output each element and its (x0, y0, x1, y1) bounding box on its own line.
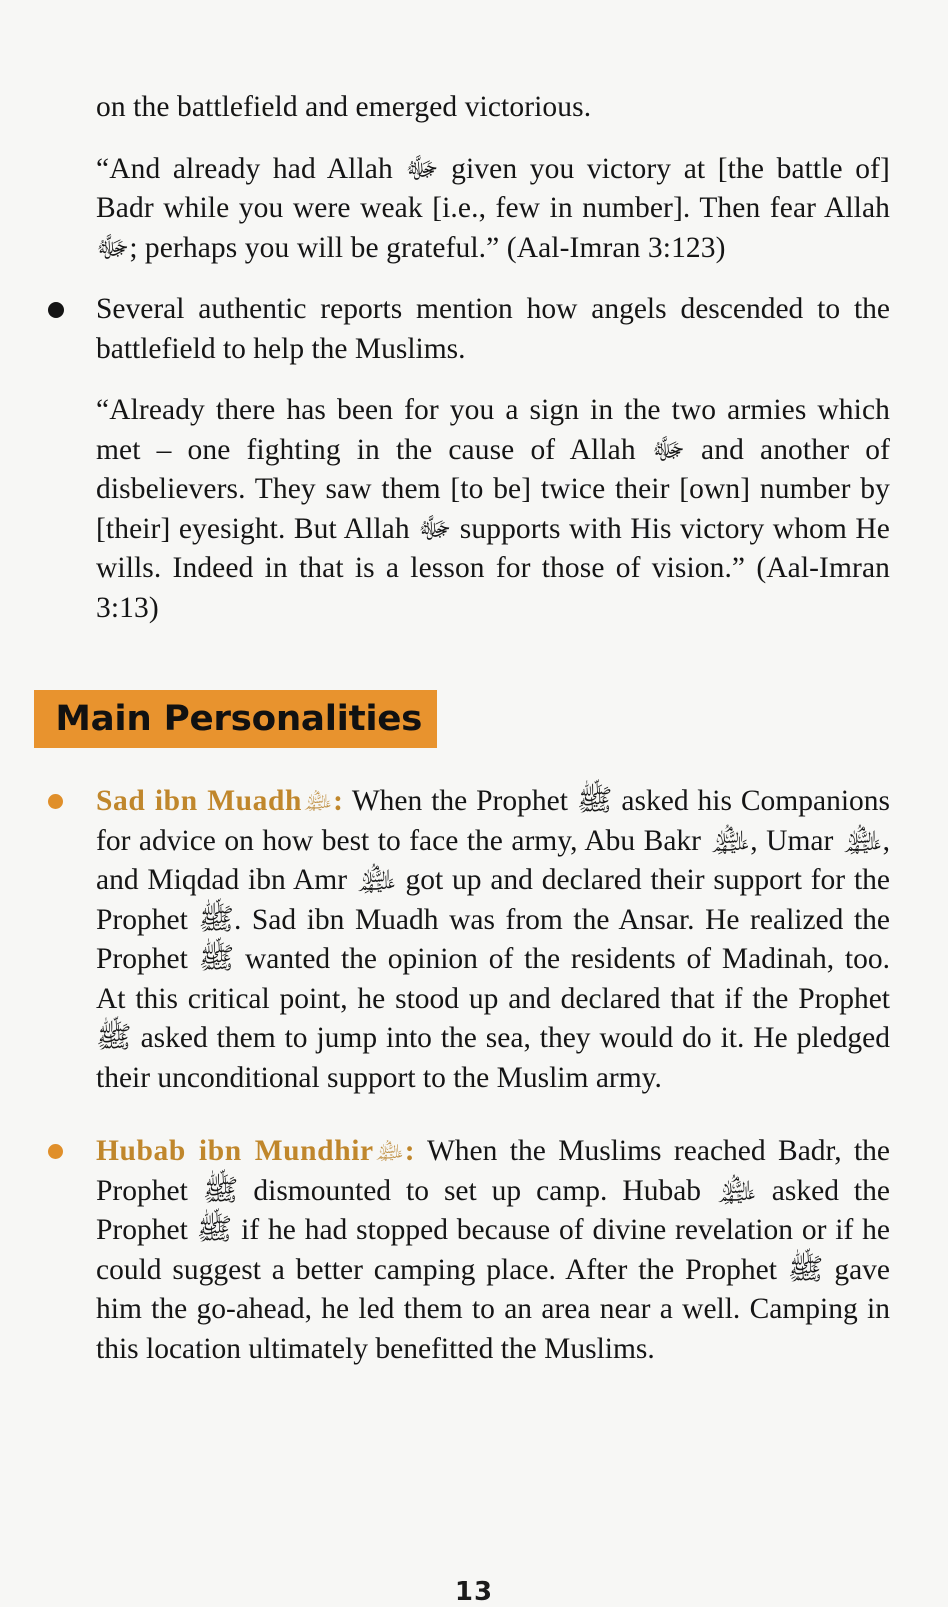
bullet-row (96, 1132, 890, 1369)
honorific-radiallahu-anhu-icon: ﵈ (374, 1139, 404, 1163)
personality-2-text (96, 1132, 890, 1369)
personality-2-separator: : (404, 1135, 415, 1167)
quran-quote-3-13: “Already there has been for you a sign in the two armies which met – one fighting in the cause of Allah ﷻ and another of disbelievers. They saw them [to be] twice their [own] number by [their] eyesight. But Allah ﷻ supports with His victory whom He wills. Indeed in that is a lesson for those of vision.” (Aal-Imran 3:13) (96, 394, 890, 624)
personality-2-name: Hubab ibn Mundhir (96, 1135, 374, 1167)
orange-round-bullet-icon (48, 1144, 63, 1159)
page-number: 13 (454, 1577, 494, 1607)
paragraph-continuation: on the battlefield and emerged victorious. (96, 91, 592, 123)
bullet-item-personality-1 (96, 782, 890, 1098)
spacer (96, 369, 890, 391)
spacer (96, 268, 890, 290)
personality-2-body: When the Muslims reached Badr, the Prophet ﷺ dismounted to set up camp. Hubab ﵈ asked the Prophet ﷺ if he had stopped because of divine revelation or if he could suggest a better camping place. After the Prophet ﷺ gave him the go-ahead, he led them to an area near a well. Camping in this location ultimately benefitted the Muslims. (96, 1135, 891, 1365)
bullet-text-angels: Several authentic reports mention how angels descended to the battlefield to help the Muslims. (96, 293, 890, 365)
section-banner-main-personalities (34, 690, 437, 748)
personality-1-text (96, 782, 890, 1098)
personality-1-separator: : (333, 785, 343, 817)
personalities-list (96, 782, 890, 1369)
bullet-row (96, 782, 890, 1098)
bullet-row (96, 290, 890, 369)
spacer (96, 1098, 890, 1132)
bullet-item-angels (96, 290, 890, 369)
bullet-item-personality-2 (96, 1132, 890, 1369)
personality-1-name: Sad ibn Muadh (96, 785, 303, 817)
honorific-radiallahu-anhu-icon: ﵈ (303, 789, 333, 813)
black-round-bullet-icon (48, 302, 64, 318)
personality-1-body: When the Prophet ﷺ asked his Companions for advice on how best to face the army, Abu Bakr ﵈, Umar ﵈, and Miqdad ibn Amr ﵈ got up and declared their support for the Prophet ﷺ. Sad ibn Muadh was from the Ansar. He realized the Prophet ﷺ wanted the opinion of the residents of Madinah, too. At this critical point, he stood up and declared that if the Prophet ﷺ asked them to jump into the sea, they would do it. He pledged their unconditional support to the Muslim army. (96, 785, 891, 1094)
orange-round-bullet-icon (48, 794, 63, 809)
page-content (96, 88, 890, 628)
quran-quote-3-123: “And already had Allah ﷻ given you victory at [the battle of] Badr while you were weak [i.e., few in number]. Then fear Allah ﷻ; perhaps you will be grateful.” (Aal-Imran 3:123) (96, 152, 890, 264)
section-heading-label: Main Personalities (55, 698, 423, 739)
